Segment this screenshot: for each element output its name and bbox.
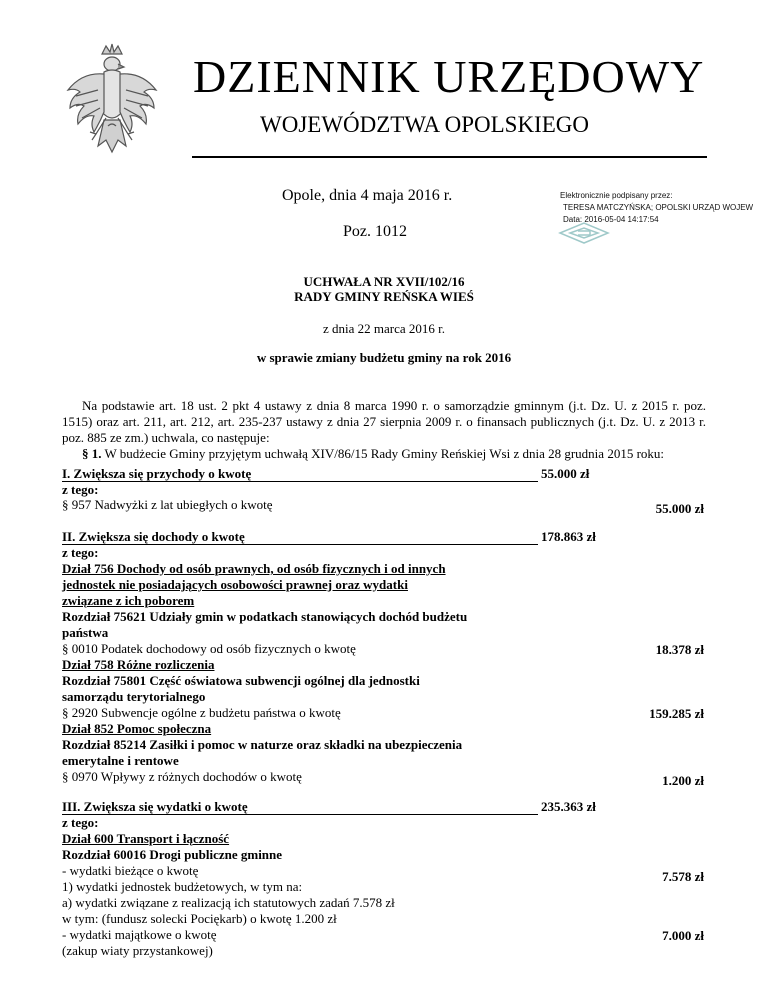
publication-date: Opole, dnia 4 maja 2016 r. bbox=[282, 187, 453, 204]
rozdzial-60016: Rozdział 60016 Drogi publiczne gminne bbox=[62, 847, 283, 862]
signature-caption: Elektronicznie podpisany przez: bbox=[560, 191, 673, 200]
dzial-600: Dział 600 Transport i łączność bbox=[62, 831, 230, 846]
rozdzial-85214-line2: emerytalne i rentowe bbox=[62, 753, 179, 768]
line-village-fund: w tym: (fundusz solecki Pociękarb) o kwotę 1.200 zł bbox=[62, 911, 337, 926]
rozdzial-75621-line1: Rozdział 75621 Udziały gmin w podatkach stanowiących dochód budżetu bbox=[62, 609, 468, 624]
line-0010: § 0010 Podatek dochodowy od osób fizycznych o kwotę bbox=[62, 641, 356, 656]
dzial-756-line3: związane z ich poborem bbox=[62, 593, 195, 608]
dzial-758: Dział 758 Różne rozliczenia bbox=[62, 657, 215, 672]
section-i-z-tego: z tego: bbox=[62, 482, 99, 497]
resolution-number: UCHWAŁA NR XVII/102/16 bbox=[303, 274, 465, 289]
line-bus-shelter: (zakup wiaty przystankowej) bbox=[62, 943, 213, 958]
resolution-body: RADY GMINY REŃSKA WIEŚ bbox=[294, 289, 474, 304]
section-ii-rule bbox=[62, 544, 538, 545]
line-statutory-tasks: a) wydatki związane z realizacją ich statutowych zadań 7.578 zł bbox=[62, 895, 395, 910]
paragraph-1-mark: § 1. bbox=[82, 446, 102, 461]
section-i-rule bbox=[62, 481, 538, 482]
amount-current-expenses: 7.578 zł bbox=[662, 869, 704, 884]
section-ii-total: 178.863 zł bbox=[541, 529, 596, 544]
amount-957: 55.000 zł bbox=[655, 501, 704, 516]
polish-eagle-emblem-icon bbox=[62, 42, 162, 172]
dzial-756-line1: Dział 756 Dochody od osób prawnych, od osób fizycznych i od innych bbox=[62, 561, 446, 576]
line-current-expenses: - wydatki bieżące o kwotę bbox=[62, 863, 199, 878]
signature-seal-icon bbox=[556, 220, 612, 246]
section-i-heading: I. Zwiększa się przychody o kwotę bbox=[62, 466, 252, 481]
line-2920: § 2920 Subwencje ogólne z budżetu państwa o kwotę bbox=[62, 705, 341, 720]
rozdzial-75801-line2: samorządu terytorialnego bbox=[62, 689, 206, 704]
section-iii-heading: III. Zwiększa się wydatki o kwotę bbox=[62, 799, 248, 814]
dzial-756-line2: jednostek nie posiadających osobowości prawnej oraz wydatki bbox=[62, 577, 408, 592]
rozdzial-85214-line1: Rozdział 85214 Zasiłki i pomoc w naturze oraz składki na ubezpieczenia bbox=[62, 737, 463, 752]
line-957: § 957 Nadwyżki z lat ubiegłych o kwotę bbox=[62, 497, 273, 512]
section-iii-rule bbox=[62, 814, 538, 815]
position-number: Poz. 1012 bbox=[343, 223, 407, 240]
preamble-paragraph: Na podstawie art. 18 ust. 2 pkt 4 ustawy z dnia 8 marca 1990 r. o samorządzie gminnym (j.t. Dz. U. z 2015 r. poz. 1515) oraz art. 211, art. 212, art. 235-237 ustawy z dnia 27 sierpnia 2009 r. o finansach publicznych (j.t. Dz. U. z 2013 r. poz. 885 ze zm.) uchwala, co następuje: bbox=[62, 398, 706, 445]
journal-title: DZIENNIK URZĘDOWY bbox=[193, 51, 705, 102]
section-i-total: 55.000 zł bbox=[541, 466, 590, 481]
rozdzial-75801-line1: Rozdział 75801 Część oświatowa subwencji ogólnej dla jednostki bbox=[62, 673, 420, 688]
paragraph-1-text: W budżecie Gminy przyjętym uchwałą XIV/86/15 Rady Gminy Reńskiej Wsi z dnia 28 grudnia 2015 roku: bbox=[101, 446, 665, 461]
line-capital-expenses: - wydatki majątkowe o kwotę bbox=[62, 927, 217, 942]
rozdzial-75621-line2: państwa bbox=[62, 625, 109, 640]
amount-0010: 18.378 zł bbox=[655, 642, 704, 657]
section-ii-z-tego: z tego: bbox=[62, 545, 99, 560]
signature-date: Data: 2016-05-04 14:17:54 bbox=[563, 215, 659, 224]
amount-capital-expenses: 7.000 zł bbox=[662, 928, 704, 943]
amount-0970: 1.200 zł bbox=[662, 773, 704, 788]
section-iii-z-tego: z tego: bbox=[62, 815, 99, 830]
resolution-date: z dnia 22 marca 2016 r. bbox=[322, 321, 445, 336]
header-divider bbox=[192, 156, 707, 158]
amount-2920: 159.285 zł bbox=[649, 706, 704, 721]
paragraph-1 bbox=[82, 446, 664, 462]
journal-subtitle: WOJEWÓDZTWA OPOLSKIEGO bbox=[260, 112, 589, 137]
line-budget-units: 1) wydatki jednostek budżetowych, w tym na: bbox=[62, 879, 303, 894]
section-ii-heading: II. Zwiększa się dochody o kwotę bbox=[62, 529, 245, 544]
dzial-852: Dział 852 Pomoc społeczna bbox=[62, 721, 212, 736]
line-0970: § 0970 Wpływy z różnych dochodów o kwotę bbox=[62, 769, 302, 784]
signature-signer: TERESA MATCZYŃSKA; OPOLSKI URZĄD WOJEW bbox=[563, 203, 754, 212]
section-iii-total: 235.363 zł bbox=[541, 799, 596, 814]
resolution-subject: w sprawie zmiany budżetu gminy na rok 2016 bbox=[256, 350, 512, 365]
